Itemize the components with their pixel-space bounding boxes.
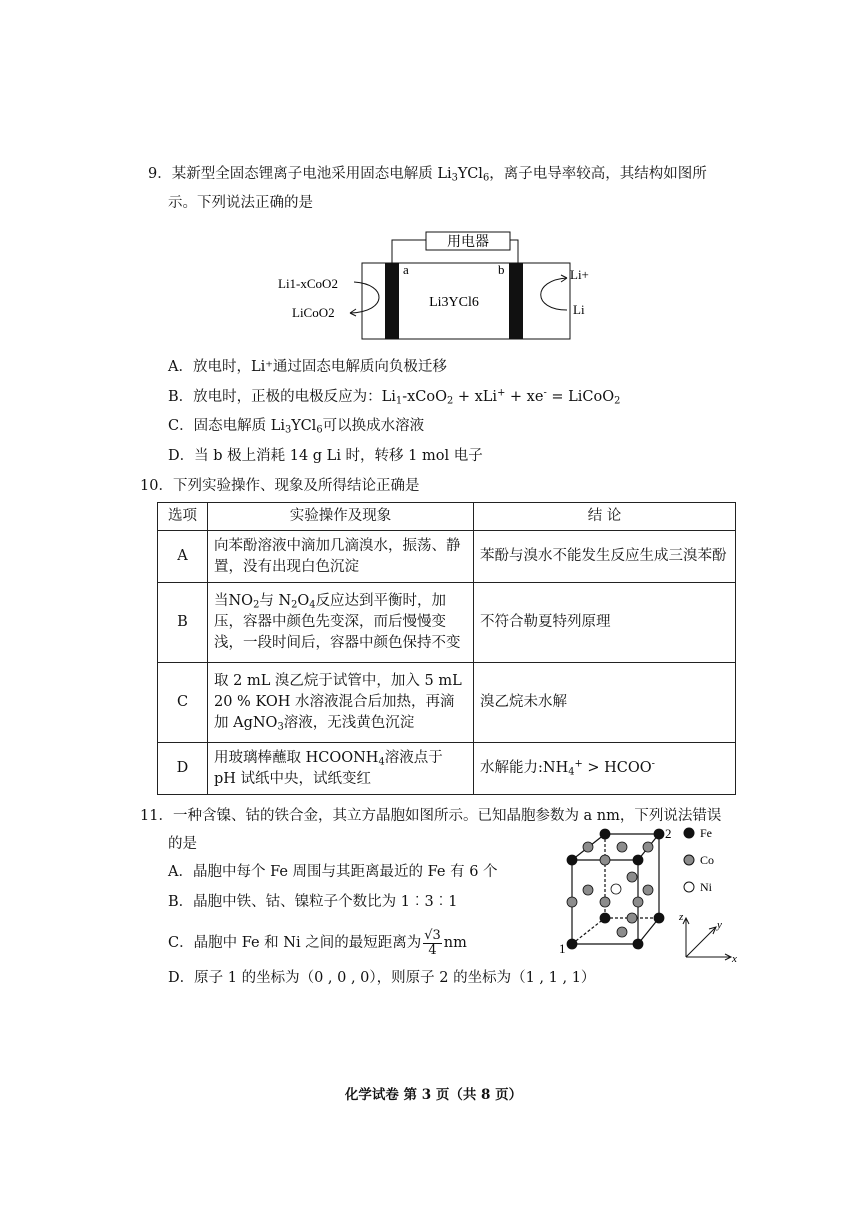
row-operation: 当$NO_2$与 $N_2O_4$反应达到平衡时，加压，容器中颜色先变深，而后慢慢变浅，一段时间后，容器中颜色保持不变 — [208, 583, 474, 663]
q9-option-c: C．固态电解质 $Li_3YCl_6$可以换成水溶液 — [168, 418, 425, 436]
electrode-b-label: b — [498, 262, 505, 277]
electrode-a — [385, 263, 399, 339]
q11-option-c: C．晶胞中 Fe 和 Ni 之间的最短距离为 $\frac{√3}{4}$ nm — [168, 927, 467, 958]
header-operation: 实验操作及现象 — [208, 503, 474, 531]
row-option: D — [158, 743, 208, 795]
co-atom — [617, 927, 627, 937]
axis-x-label: x — [732, 953, 737, 965]
q10-stem: 10．下列实验操作、现象及所得结论正确是 — [140, 478, 420, 494]
q11-stem-line2: 的是 — [168, 836, 197, 852]
electrode-a-label: a — [403, 262, 409, 277]
atom-label-1: 1 — [559, 941, 566, 956]
row-conclusion: 不符合勒夏特列原理 — [474, 583, 736, 663]
q9-stem-line1: 9．某新型全固态锂离子电池采用固态电解质 $Li_3YCl_6$，离子电导率较高，其结构如图所 — [148, 166, 707, 184]
device-label: 用电器 — [447, 235, 489, 250]
q11-option-b: B．晶胞中铁、钴、镍粒子个数比为 1︰3︰1 — [168, 894, 458, 910]
q11-stem-line1: 11．一种含镍、钴的铁合金，其立方晶胞如图所示。已知晶胞参数为 a nm，下列说法错误 — [140, 808, 722, 824]
page-footer: 化学试卷 第 3 页（共 8 页） — [344, 1087, 523, 1103]
crystal-cell-diagram — [552, 822, 747, 967]
battery-diagram — [270, 224, 600, 344]
right-arrow — [541, 278, 567, 310]
left-bottom-label: LiCoO2 — [292, 305, 335, 320]
fe-atom — [567, 939, 577, 949]
co-atom — [643, 885, 653, 895]
legend-ni-dot — [684, 882, 694, 892]
row-option: B — [158, 583, 208, 663]
header-option: 选项 — [158, 503, 208, 531]
fe-atom — [600, 913, 610, 923]
co-atom — [567, 897, 577, 907]
table-row — [158, 583, 736, 663]
table-row — [158, 663, 736, 743]
co-atom — [583, 842, 593, 852]
co-atom — [600, 855, 610, 865]
electrode-b — [509, 263, 523, 339]
legend-ni-label: Ni — [700, 880, 712, 894]
q9-option-a: A．放电时，Li⁺通过固态电解质向负极迁移 — [168, 359, 447, 375]
co-atom — [617, 842, 627, 852]
axis-y-label: y — [717, 919, 722, 931]
table-row — [158, 743, 736, 795]
fe-atom — [654, 913, 664, 923]
q11-option-d: D．原子 1 的坐标为（0 , 0 , 0），则原子 2 的坐标为（1 , 1 , 1） — [168, 970, 596, 986]
co-atom — [583, 885, 593, 895]
q10-table — [157, 502, 736, 795]
row-operation: 向苯酚溶液中滴加几滴溴水，振荡、静置，没有出现白色沉淀 — [208, 531, 474, 583]
row-option: C — [158, 663, 208, 743]
legend-fe-label: Fe — [700, 826, 712, 840]
row-operation: 取 2 mL 溴乙烷于试管中，加入 5 mL 20 % KOH 水溶液混合后加热，再滴加 AgNO$_3$溶液，无浅黄色沉淀 — [208, 663, 474, 743]
atom-label-2: 2 — [665, 826, 672, 841]
coordinate-axes — [683, 918, 731, 960]
legend-fe-dot — [684, 828, 694, 838]
table-row — [158, 531, 736, 583]
table-header-row — [158, 503, 736, 531]
q11-option-a: A．晶胞中每个 Fe 周围与其距离最近的 Fe 有 6 个 — [168, 864, 498, 880]
co-atom — [633, 897, 643, 907]
legend-co-dot — [684, 855, 694, 865]
fe-atom — [600, 829, 610, 839]
row-conclusion: 水解能力$:NH_4^+$ > HCOO- — [474, 743, 736, 795]
fraction: $\frac{√3}{4}$ — [424, 927, 441, 958]
right-top-label: Li+ — [570, 267, 589, 282]
wire-right — [510, 240, 518, 263]
legend-co-label: Co — [700, 853, 715, 867]
row-option: A — [158, 531, 208, 583]
fe-atom — [654, 829, 664, 839]
fe-atom — [633, 855, 643, 865]
row-conclusion: 苯酚与溴水不能发生反应生成三溴苯酚 — [474, 531, 736, 583]
co-atom — [627, 913, 637, 923]
ni-atom — [611, 884, 621, 894]
co-atom — [643, 842, 653, 852]
co-atom — [627, 872, 637, 882]
fe-atom — [567, 855, 577, 865]
left-top-label: Li1-xCoO2 — [278, 276, 338, 291]
header-conclusion: 结 论 — [474, 503, 736, 531]
left-arrow — [350, 282, 379, 313]
electrolyte-label: Li3YCl6 — [429, 295, 479, 310]
right-bottom-label: Li — [573, 302, 585, 317]
q9-option-b: B．放电时，正极的电极反应为：$Li_1-xCoO_2 + xLi^+ + xe^-$ = LiCoO$_2$ — [168, 387, 621, 407]
fe-atom — [633, 939, 643, 949]
row-conclusion: 溴乙烷未水解 — [474, 663, 736, 743]
co-atom — [600, 897, 610, 907]
axis-z-label: z — [679, 911, 684, 923]
q9-option-d: D．当 b 极上消耗 14 g Li 时，转移 1 mol 电子 — [168, 448, 483, 464]
row-operation: 用玻璃棒蘸取 $HCOONH_4$溶液点于 pH 试纸中央，试纸变红 — [208, 743, 474, 795]
q9-stem-line2: 示。下列说法正确的是 — [168, 195, 313, 211]
